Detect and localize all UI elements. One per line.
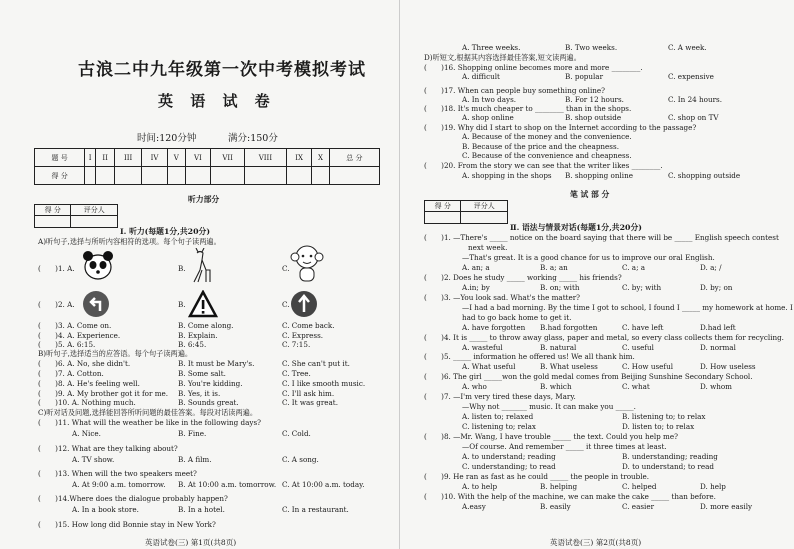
option-c: C. Tree. <box>282 369 311 378</box>
option-c: C. useful <box>622 343 654 352</box>
warning-sign <box>188 290 218 318</box>
part-c-instruction: C)听对话及问题,选择能回答所听问题的最佳答案。每段对话读两遍。 <box>38 408 258 417</box>
question-3-cont: had to go back home to get it. <box>462 313 572 322</box>
question-row: ( )3. A. Come on. <box>38 321 112 330</box>
score-table-header: VI <box>185 149 211 167</box>
question-8-cont: —Of course. And remember _____ it three times at least. <box>462 442 667 451</box>
question-2-c: C. <box>282 300 290 309</box>
question-row: ( )10. A. Nothing much. <box>38 398 136 407</box>
option-b: B. What useless <box>540 362 598 371</box>
option-c: C. shop on TV <box>668 113 719 122</box>
option-b: B. natural <box>540 343 577 352</box>
option-c: C. easier <box>622 502 655 511</box>
option-b: B. For 12 hours. <box>565 95 624 104</box>
section-2-title: Ⅱ. 语法与情景对话(每题1分,共20分) <box>510 223 642 232</box>
option-b: B. Fine. <box>178 429 207 438</box>
option-c: C. It was great. <box>282 398 338 407</box>
option-c: C. At 10:00 a.m. today. <box>282 480 365 489</box>
question-1-cont: —That's great. It is a good chance for us to improve our oral English. <box>462 253 715 262</box>
option-c: C. A song. <box>282 455 319 464</box>
score-label: 满分:150分 <box>228 133 278 144</box>
option-d: D. to understand; to read <box>622 462 714 471</box>
question-6: ( )6. The girl _____won the gold medal comes from Beijing Sunshine Secondary School. <box>424 372 753 381</box>
option-b: B. popular <box>565 72 604 81</box>
q20-option-a: A. shopping in the shops <box>462 171 552 180</box>
question-1: ( )1. —There's _____ notice on the board saying that there will be _____ English speech contest <box>424 233 779 242</box>
option-c: C. Come back. <box>282 321 335 330</box>
option-c: C. 7:15. <box>282 340 311 349</box>
exam-subtitle: 英 语 试 卷 <box>158 92 276 110</box>
grader-score-cell: 得 分 <box>35 205 71 216</box>
option-b: B. It must be Mary's. <box>178 359 255 368</box>
option-b: B. A film. <box>178 455 212 464</box>
question-row: ( )8. A. He's feeling well. <box>38 379 140 388</box>
score-table-header: IX <box>286 149 311 167</box>
part-a-instruction: A)听句子,选择与所听内容相符的选项。每个句子读两遍。 <box>38 237 221 246</box>
option-c: C. by; with <box>622 283 662 292</box>
option-c: C. In a restaurant. <box>282 505 349 514</box>
option-b: B. Some salt. <box>178 369 226 378</box>
score-table-header: II <box>96 149 115 167</box>
question-row: ( )12. What are they talking about? <box>38 444 178 453</box>
question-row: ( )18. It's much cheaper to ________ than in the shops. <box>424 104 632 113</box>
option-d: D. help <box>700 482 726 491</box>
question-8: ( )8. —Mr. Wang, I have trouble _____ the text. Could you help me? <box>424 432 678 441</box>
option-b: B. You're kidding. <box>178 379 243 388</box>
option-d: D. a; / <box>700 263 722 272</box>
option-d: D. by; on <box>700 283 733 292</box>
section-1-title: Ⅰ. 听力(每题1分,共20分) <box>120 227 211 236</box>
option-d: D. normal <box>700 343 736 352</box>
time-label: 时间:120分钟 <box>137 133 197 144</box>
monkey-picture <box>290 244 324 282</box>
option-b: B. understanding; reading <box>622 452 718 461</box>
grader-table <box>34 204 118 228</box>
option-a: A. difficult <box>462 72 500 81</box>
option-b: B. helping <box>540 482 578 491</box>
option-a: A. listen to; relaxed <box>462 412 534 421</box>
question-15: ( )15. How long did Bonnie stay in New York? <box>38 520 216 529</box>
option-d: D. more easily <box>700 502 753 511</box>
question-19: ( )19. Why did I start to shop on the Internet according to the passage? <box>424 123 697 132</box>
q20-option-c: C. shopping outside <box>668 171 741 180</box>
question-5: ( )5. _____ information he offered us! We all thank him. <box>424 352 635 361</box>
option-b: B.had forgotten <box>540 323 598 332</box>
question-row: ( )9. A. My brother got it for me. <box>38 389 169 398</box>
score-row-label: 得 分 <box>35 167 85 185</box>
option-a: A. shop online <box>462 113 514 122</box>
question-3: ( )3. —You look sad. What's the matter? <box>424 293 581 302</box>
option-c: C. listening to; relax <box>462 422 536 431</box>
option-c: C. I like smooth music. <box>282 379 366 388</box>
question-row: ( )16. Shopping online becomes more and more ________. <box>424 63 643 72</box>
option-b: B. on; with <box>540 283 580 292</box>
option-a: A. TV show. <box>72 455 115 464</box>
option-c: C. have left <box>622 323 664 332</box>
left-footer: 英语试卷(三) 第1页(共8页) <box>145 538 237 547</box>
straight-ahead-sign <box>290 290 318 318</box>
question-2-b: B. <box>178 300 186 309</box>
option-b: B. Come along. <box>178 321 234 330</box>
score-table-header: I <box>85 149 96 167</box>
q20-option-b: B. shopping online <box>565 171 633 180</box>
part-d-instruction: D)听短文,根据其内容选择最佳答案,短文读两遍。 <box>424 53 581 62</box>
right-page <box>400 0 794 549</box>
question-4: ( )4. It is _____ to throw away glass, paper and metal, so every class collects them for recycling. <box>424 333 784 342</box>
option-b: B. At 10:00 a.m. tomorrow. <box>178 480 277 489</box>
option-b: B. 6:45. <box>178 340 207 349</box>
option-b: B. easily <box>540 502 571 511</box>
question-1-c: C. <box>282 264 290 273</box>
option-d: D. How useless <box>700 362 756 371</box>
option-a: A. who <box>462 382 487 391</box>
question-row: ( )17. When can people buy something online? <box>424 86 606 95</box>
exam-title: 古浪二中九年级第一次中考模拟考试 <box>78 60 366 80</box>
question-row: ( )4. A. Experience. <box>38 331 121 340</box>
listening-title: 听力部分 <box>188 195 220 204</box>
option-c: C. In 24 hours. <box>668 95 722 104</box>
score-table-header: 题 号 <box>35 149 85 167</box>
question-10: ( )10. With the help of the machine, we can make the cake _____ than before. <box>424 492 716 501</box>
option-b: B. which <box>540 382 572 391</box>
written-title: 笔 试 部 分 <box>570 190 610 199</box>
q19-option-c: C. Because of the convenience and cheapness. <box>462 151 632 160</box>
question-20: ( )20. From the story we can see that the writer likes ________. <box>424 161 663 170</box>
question-7: ( )7. —I'm very tired these days, Mary. <box>424 392 576 401</box>
turn-left-sign <box>82 290 110 318</box>
deer-picture <box>186 248 216 284</box>
option-b: B. Yes, it is. <box>178 389 221 398</box>
option-c: C. Express. <box>282 331 324 340</box>
option-d: D. listen to; to relax <box>622 422 695 431</box>
option-b: B. listening to; to relax <box>622 412 706 421</box>
q15-option-c: C. A week. <box>668 43 707 52</box>
option-a: A. At 9:00 a.m. tomorrow. <box>72 480 166 489</box>
question-row: ( )6. A. No, she didn't. <box>38 359 131 368</box>
question-7-cont: —Why not _______ music. It can make you _____. <box>462 402 636 411</box>
grader-name-cell: 评分人 <box>71 205 118 216</box>
grader-table-2 <box>424 200 508 224</box>
question-row: ( )14.Where does the dialogue probably happen? <box>38 494 228 503</box>
score-table-header: V <box>167 149 185 167</box>
score-table-header: VII <box>211 149 245 167</box>
question-2: ( )2. A. <box>38 300 75 309</box>
option-c: C. How useful <box>622 362 674 371</box>
option-c: C. understanding; to read <box>462 462 556 471</box>
right-footer: 英语试卷(三) 第2页(共8页) <box>550 538 642 547</box>
question-1-cont: next week. <box>468 243 508 252</box>
option-c: C. Cold. <box>282 429 311 438</box>
score-table-header: VIII <box>245 149 287 167</box>
option-a: A. What useful <box>462 362 516 371</box>
q15-option-a: A. Three weeks. <box>462 43 521 52</box>
q19-option-b: B. Because of the price and the cheapness. <box>462 142 619 151</box>
option-a: A. to help <box>462 482 498 491</box>
option-c: C. She can't put it. <box>282 359 350 368</box>
option-b: B. shop outside <box>565 113 622 122</box>
option-b: B. Sounds great. <box>178 398 239 407</box>
grader-name-cell: 评分人 <box>461 201 508 212</box>
option-c: C. helped <box>622 482 657 491</box>
question-row: ( )7. A. Cotton. <box>38 369 104 378</box>
question-2: ( )2. Does he study _____ working _____ his friends? <box>424 273 622 282</box>
score-table-header: 总 分 <box>329 149 379 167</box>
score-table-header: IV <box>142 149 168 167</box>
option-d: D.had left <box>700 323 736 332</box>
option-a: A. an; a <box>462 263 490 272</box>
option-a: A. have forgotten <box>462 323 526 332</box>
question-row: ( )11. What will the weather be like in the following days? <box>38 418 262 427</box>
option-b: B. Explain. <box>178 331 218 340</box>
option-c: C. I'll ask him. <box>282 389 335 398</box>
score-table <box>34 148 380 185</box>
option-a: A.in; by <box>462 283 490 292</box>
option-a: A.easy <box>462 502 486 511</box>
question-3-cont: —I had a bad morning. By the time I got to school, I found I _____ my homework at home. I <box>462 303 793 312</box>
option-c: C. expensive <box>668 72 714 81</box>
question-row: ( )5. A. 6:15. <box>38 340 96 349</box>
question-9: ( )9. He ran as fast as he could _____ the people in trouble. <box>424 472 650 481</box>
option-c: C. a; a <box>622 263 646 272</box>
option-a: A. Nice. <box>72 429 101 438</box>
option-b: B. In a hotel. <box>178 505 225 514</box>
option-b: B. a; an <box>540 263 568 272</box>
option-d: D. whom <box>700 382 732 391</box>
option-c: C. what <box>622 382 650 391</box>
option-a: A. In a book store. <box>72 505 139 514</box>
q19-option-a: A. Because of the money and the convenience. <box>462 132 632 141</box>
option-a: A. to understand; reading <box>462 452 556 461</box>
score-table-header: X <box>312 149 329 167</box>
question-1: ( )1. A. <box>38 264 75 273</box>
question-1-b: B. <box>178 264 186 273</box>
score-table-header: III <box>115 149 142 167</box>
option-a: A. wasteful <box>462 343 503 352</box>
grader-score-cell: 得 分 <box>425 201 461 212</box>
part-b-instruction: B)听句子,选择适当的应答语。每个句子读两遍。 <box>38 349 193 358</box>
q15-option-b: B. Two weeks. <box>565 43 618 52</box>
option-a: A. In two days. <box>462 95 517 104</box>
panda-picture <box>80 248 116 282</box>
question-row: ( )13. When will the two speakers meet? <box>38 469 197 478</box>
